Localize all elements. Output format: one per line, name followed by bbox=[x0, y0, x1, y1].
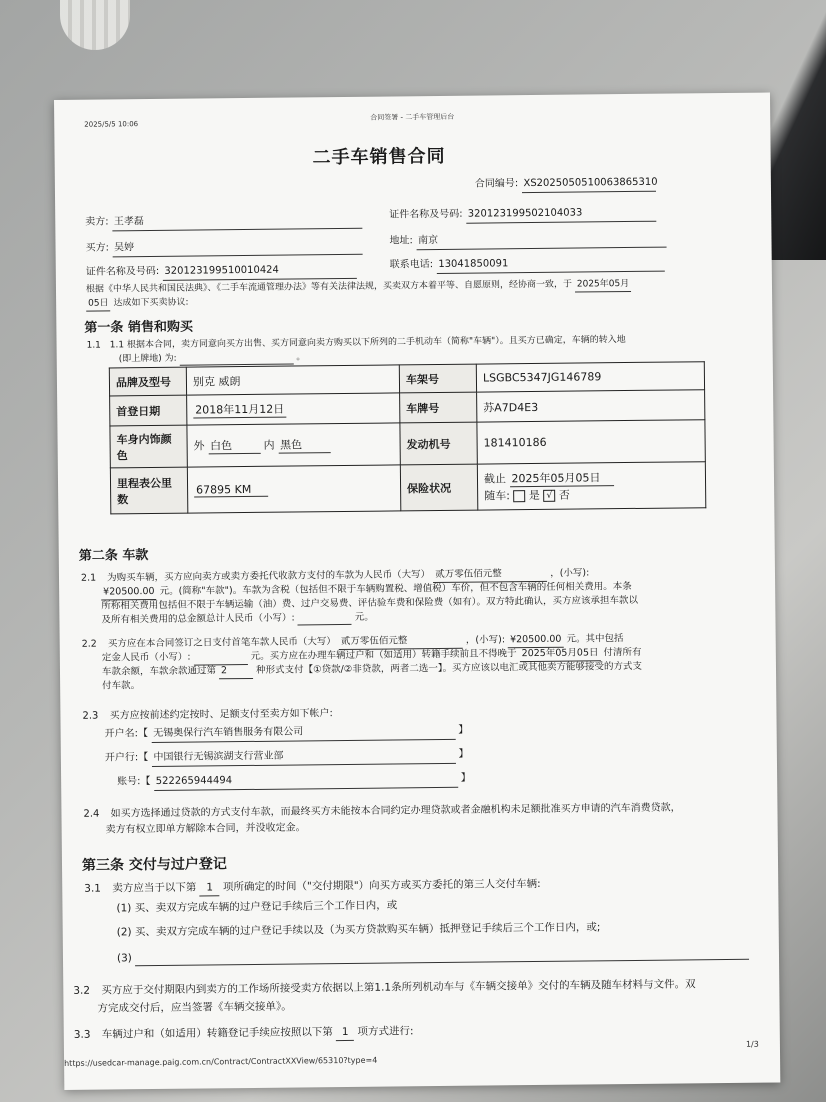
brand-value: 别克 威朗 bbox=[186, 365, 399, 395]
clause-2-4-line2: 卖方有权立即单方解除本合同，并没收定金。 bbox=[105, 822, 306, 836]
seller-row bbox=[85, 213, 362, 231]
page-number: 1/3 bbox=[745, 1039, 759, 1049]
option-1: (1) 买、卖双方完成车辆的过户登记手续后三个工作日内，或 bbox=[116, 899, 398, 915]
contract-number: XS2025050510063865310 bbox=[521, 176, 655, 193]
clause-3-2-number: 3.2 bbox=[73, 984, 91, 997]
address-row bbox=[389, 232, 666, 250]
clause-text-2: (即上牌地) 为: bbox=[118, 353, 177, 365]
account-name: 无锡奥保行汽车销售服务有限公司 bbox=[151, 724, 455, 743]
yes-label: 是 bbox=[528, 488, 540, 503]
engine-label: 发动机号 bbox=[400, 422, 477, 465]
phone-label: 联系电话: bbox=[389, 259, 434, 271]
print-datetime: 2025/5/5 10:06 bbox=[84, 120, 139, 129]
plate-label: 车牌号 bbox=[400, 392, 477, 423]
reg-date-cell bbox=[187, 393, 400, 425]
clause-3-1-number: 3.1 bbox=[84, 882, 102, 895]
clause-2-2-text-e: 元。买方应在办理车辆过户和（如适用）转籍手续前且不得晚于 bbox=[250, 648, 517, 662]
clause-2-2-text-f: 付清所有 bbox=[603, 646, 642, 659]
phone: 13041850091 bbox=[436, 256, 664, 274]
contract-title: 二手车销售合同 bbox=[312, 145, 446, 169]
clause-2-3-text: 买方应按前述约定按时、足额支付至卖方如下帐户: bbox=[109, 708, 333, 722]
clause-3-3-number: 3.3 bbox=[73, 1028, 91, 1041]
clause-3-2-text: 买方应于交付期限内到卖方的工作场所接受卖方依据以上第1.1条所列机动车与《车辆交接单》交付的车辆及随车材料与文件。双 bbox=[101, 978, 696, 997]
article-2-heading: 第二条 车款 bbox=[78, 548, 149, 564]
clause-2-2-number: 2.2 bbox=[81, 638, 97, 650]
article-1-1-line2 bbox=[119, 351, 306, 366]
clause-2-2-text-g: 车款余额，车款余款通过第 bbox=[101, 665, 217, 678]
clause-2-2-line4: 付车款。 bbox=[102, 680, 141, 692]
exterior-color: 白色 bbox=[208, 437, 260, 455]
clause-2-2-text-d: 定金人民币（小写）: bbox=[101, 651, 191, 664]
clause-2-1-text-c: 元。(简称"车款")。车款为含税（包括但不限于车辆购置税、增值税）车价，但不包含车辆的任何相关费用。本条 bbox=[159, 580, 632, 597]
first-payment-number: ¥20500.00 bbox=[508, 633, 564, 648]
bracket-close: 】 bbox=[458, 724, 469, 736]
brand-label: 品牌及型号 bbox=[109, 367, 186, 396]
clause-3-3 bbox=[74, 1024, 414, 1044]
clause-2-2-text-h: 种形式支付【①贷款/②非贷款，两者二选一】。买方应该以电汇或其他卖方能够接受的方式支 bbox=[256, 660, 643, 676]
bracket-close: 】 bbox=[458, 748, 469, 760]
phone-row bbox=[390, 256, 665, 274]
with-car-label: 随车: bbox=[484, 489, 510, 503]
vin-value: LSGBC5347JG146789 bbox=[476, 362, 704, 392]
buyer-id: 320123199510010424 bbox=[162, 263, 356, 281]
clause-2-1-text-f: 元。 bbox=[354, 611, 374, 623]
price-number: ¥20500.00 bbox=[101, 585, 157, 600]
payment-way: 2 bbox=[219, 664, 253, 679]
with-car-row bbox=[484, 485, 699, 503]
seller-id-row bbox=[389, 206, 656, 224]
account-number-row bbox=[117, 772, 471, 791]
clause-3-2-line1 bbox=[73, 977, 695, 999]
buyer-row bbox=[85, 239, 362, 257]
transfer-item: 1 bbox=[336, 1025, 354, 1041]
option-3-blank bbox=[135, 946, 749, 966]
clause-2-1-line3: 所称相关费用包括但不限于车辆运输（油）费、过户交易费、评估验车费和保险费（如有）。双方特此确认，买方应该承担车款以 bbox=[101, 594, 639, 612]
buyer-name: 吴婷 bbox=[112, 239, 362, 257]
clause-2-3-number: 2.3 bbox=[82, 710, 99, 722]
first-payment-capital: 贰万零伍佰元整 bbox=[339, 634, 463, 650]
preamble-day: 05日 bbox=[86, 297, 111, 311]
account-name-label: 开户名:【 bbox=[104, 728, 149, 740]
clause-2-4-number: 2.4 bbox=[83, 808, 100, 820]
price-capital: 贰万零伍佰元整 bbox=[433, 567, 547, 583]
account-number-label: 账号:【 bbox=[117, 776, 151, 788]
clause-3-3-text-b: 项方式进行: bbox=[357, 1025, 414, 1038]
checkbox-yes bbox=[513, 490, 525, 502]
clause-3-2-line2: 方完成交付后，应当签署《车辆交接单》。 bbox=[97, 1000, 292, 1015]
contract-number-label: 合同编号: bbox=[474, 178, 519, 190]
bracket-close: 】 bbox=[460, 772, 471, 784]
interior-prefix: 内 bbox=[263, 438, 275, 452]
clause-3-1 bbox=[84, 877, 541, 898]
total-amount-blank bbox=[298, 612, 352, 626]
option-3-label: (3) bbox=[116, 952, 132, 965]
clause-number: 1.1 bbox=[86, 340, 101, 351]
preamble-text-2: 达成如下买卖协议: bbox=[113, 297, 189, 309]
address-label: 地址: bbox=[389, 235, 413, 247]
contract-page bbox=[54, 93, 780, 1090]
insurance-until-prefix: 截止 bbox=[483, 472, 507, 486]
print-site-title: 合同签署 - 二手车管理后台 bbox=[370, 112, 455, 122]
clause-3-1-text: 卖方应当于以下第 bbox=[112, 881, 197, 895]
interior-color: 黑色 bbox=[278, 436, 330, 454]
clause-2-1-line4 bbox=[101, 611, 373, 628]
option-2: (2) 买、卖双方完成车辆的过户登记手续以及（为买方贷款购买车辆）抵押登记手续后三个工作日内，或; bbox=[116, 921, 601, 939]
plate-value: 苏A7D4E3 bbox=[477, 390, 705, 422]
account-bank-label: 开户行:【 bbox=[104, 752, 149, 764]
buyer-label: 买方: bbox=[85, 242, 109, 254]
insurance-until: 2025年05月05日 bbox=[509, 469, 613, 487]
clause-3-1-text-b: 项所确定的时间（"交付期限"）向买方或买方委托的第三人交付车辆: bbox=[222, 877, 541, 894]
destination-blank bbox=[179, 353, 293, 366]
account-bank-row bbox=[105, 748, 469, 767]
clause-2-2-text-c: 元。其中包括 bbox=[566, 633, 624, 645]
reg-date-label: 首登日期 bbox=[110, 395, 187, 426]
no-label: 否 bbox=[558, 488, 570, 502]
buyer-id-row bbox=[86, 263, 357, 281]
reg-date-value: 2018年11月12日 bbox=[193, 401, 286, 419]
clause-2-4-line1 bbox=[83, 801, 680, 822]
clause-2-1-number: 2.1 bbox=[80, 572, 97, 584]
clause-text: 1.1 根据本合同，卖方同意向买方出售、买方同意向卖方购买以下所列的二手机动车（简称"车辆"）。且买方已确定，车辆的转入地 bbox=[109, 335, 626, 351]
clause-end: 。 bbox=[296, 352, 306, 363]
phone-cord bbox=[60, 0, 130, 50]
mileage-value: 67895 KM bbox=[194, 482, 268, 497]
account-bank: 中国银行无锡滨湖支行营业部 bbox=[151, 748, 455, 767]
seller-name: 王孝磊 bbox=[112, 213, 362, 231]
footer-url: https://usedcar-manage.paig.com.cn/Contract/ContractXXView/65310?type=4 bbox=[64, 1055, 378, 1068]
account-number: 522265944494 bbox=[154, 772, 458, 791]
article-1-heading: 第一条 销售和购买 bbox=[84, 319, 193, 336]
color-label: 车身内饰颜色 bbox=[110, 425, 187, 468]
clause-3-3-text: 车辆过户和（如适用）转籍登记手续应按照以下第 bbox=[101, 1026, 333, 1041]
clause-2-1-text-b: ，(小写): bbox=[550, 567, 590, 579]
preamble-line1 bbox=[86, 278, 631, 298]
checkbox-no-checked: √ bbox=[543, 490, 555, 502]
option-3 bbox=[117, 945, 749, 967]
mileage-cell bbox=[187, 465, 400, 513]
clause-2-1-text-e: 及所有相关费用的总金额总计人民币（小写）: bbox=[101, 612, 295, 626]
account-name-row bbox=[105, 724, 469, 743]
preamble-date: 2025年05月 bbox=[575, 278, 632, 293]
buyer-id-label: 证件名称及号码: bbox=[85, 265, 160, 278]
vin-label: 车架号 bbox=[399, 364, 476, 393]
clause-2-1-text: 为购买车辆，买方应向卖方或卖方委托代收款方支付的车款为人民币（大写） bbox=[107, 569, 431, 584]
seller-id: 320123199502104033 bbox=[466, 206, 656, 223]
clause-2-3 bbox=[82, 707, 333, 724]
vehicle-table bbox=[109, 361, 707, 514]
clause-2-2-text-b: ，(小写): bbox=[465, 634, 506, 646]
clause-2-4-text: 如买方选择通过贷款的方式支付车款，而最终买方未能按本合同约定办理贷款或者金融机构未足额批准买方申请的汽车消费贷款， bbox=[110, 802, 681, 820]
color-cell bbox=[187, 423, 400, 467]
engine-value: 181410186 bbox=[477, 420, 705, 464]
address: 南京 bbox=[416, 232, 666, 250]
payoff-date: 2025年05月05日 bbox=[520, 646, 601, 662]
contract-number-row bbox=[475, 176, 656, 193]
article-3-heading: 第三条 交付与过户登记 bbox=[81, 856, 227, 874]
clause-2-2-text: 买方应在本合同签订之日支付首笔车款人民币（大写） bbox=[107, 636, 336, 650]
seller-id-label: 证件名称及号码: bbox=[389, 208, 463, 221]
exterior-prefix: 外 bbox=[193, 439, 205, 453]
preamble-line2 bbox=[86, 297, 189, 312]
delivery-item: 1 bbox=[200, 880, 220, 896]
seller-label: 卖方: bbox=[85, 216, 109, 228]
insurance-label: 保险状况 bbox=[400, 464, 477, 511]
preamble-text: 根据《中华人民共和国民法典》、《二手车流通管理办法》等有关法律法规，买卖双方本着平等、自愿原则，经协商一致，于 bbox=[85, 279, 573, 295]
mileage-label: 里程表公里数 bbox=[110, 467, 187, 514]
insurance-cell bbox=[477, 462, 705, 510]
